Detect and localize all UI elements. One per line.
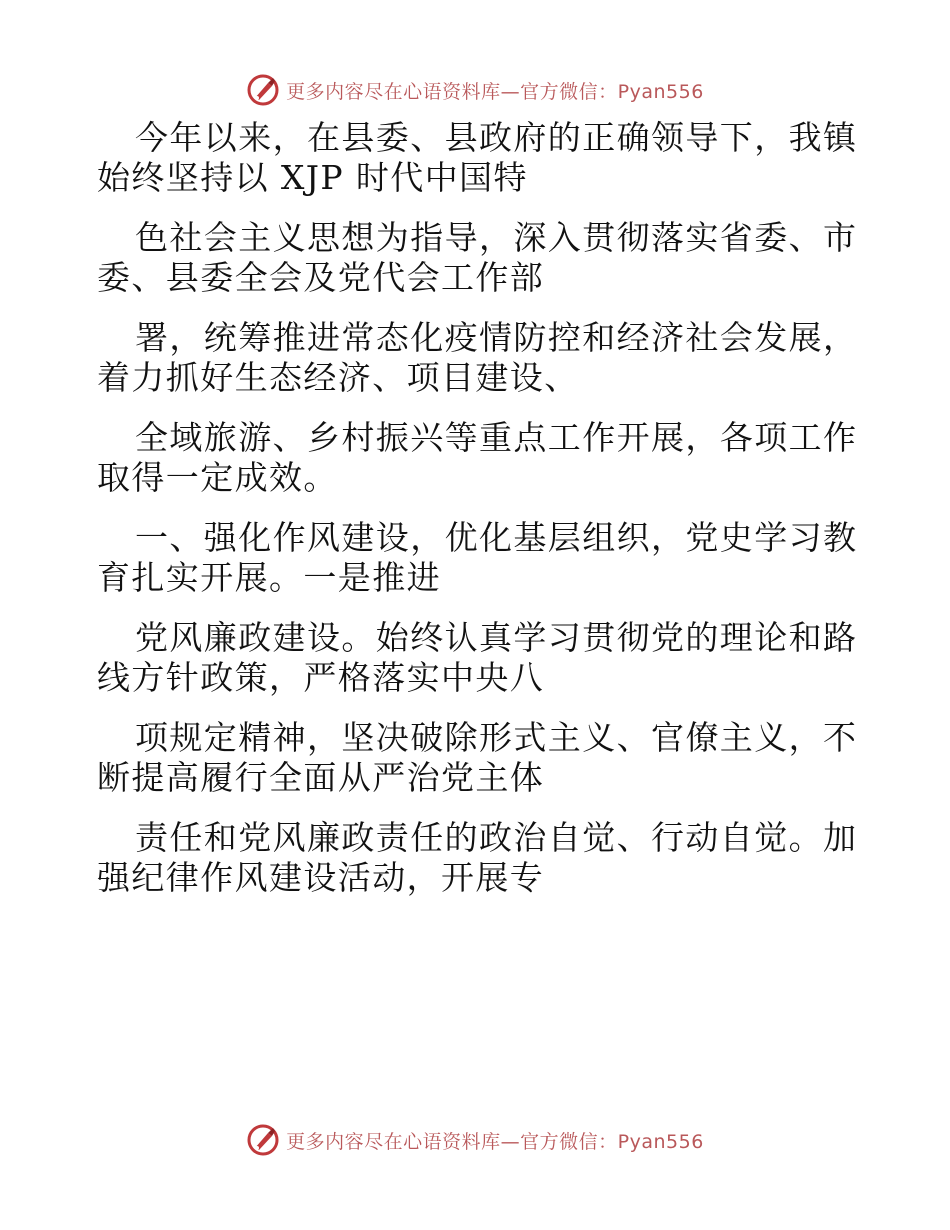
text-line: 署，统筹推进常态化疫情防控和经济社会发展， [135, 318, 858, 357]
text-line: 育扎实开展。一是推进 [97, 558, 441, 597]
footer-banner-text: 更多内容尽在心语资料库—官方微信：Pyan556 [286, 1130, 704, 1153]
text-line: 色社会主义思想为指导，深入贯彻落实省委、市 [135, 218, 858, 257]
text-line: 强纪律作风建设活动，开展专 [97, 858, 545, 897]
text-line: 项规定精神，坚决破除形式主义、官僚主义，不 [135, 718, 858, 757]
footer-banner [0, 1120, 950, 1160]
text-line: 一、强化作风建设，优化基层组织，党史学习教 [135, 518, 858, 557]
text-line: 今年以来，在县委、县政府的正确领导下，我镇 [135, 118, 858, 157]
text-line: 取得一定成效。 [97, 458, 338, 497]
text-line: 党风廉政建设。始终认真学习贯彻党的理论和路 [135, 618, 858, 657]
text-line: 全域旅游、乡村振兴等重点工作开展，各项工作 [135, 418, 858, 457]
text-line: 线方针政策，严格落实中央八 [97, 658, 545, 697]
red-quill-pen-logo-icon [246, 1123, 280, 1157]
header-banner [0, 70, 950, 110]
text-line: 着力抓好生态经济、项目建设、 [97, 358, 579, 397]
text-line: 责任和党风廉政责任的政治自觉、行动自觉。加 [135, 818, 858, 857]
text-line: 断提高履行全面从严治党主体 [97, 758, 545, 797]
document-body [97, 118, 857, 898]
text-line: 始终坚持以 XJP 时代中国特 [97, 158, 528, 197]
red-quill-pen-logo-icon [246, 73, 280, 107]
header-banner-text: 更多内容尽在心语资料库—官方微信：Pyan556 [286, 80, 704, 103]
text-line: 委、县委全会及党代会工作部 [97, 258, 545, 297]
